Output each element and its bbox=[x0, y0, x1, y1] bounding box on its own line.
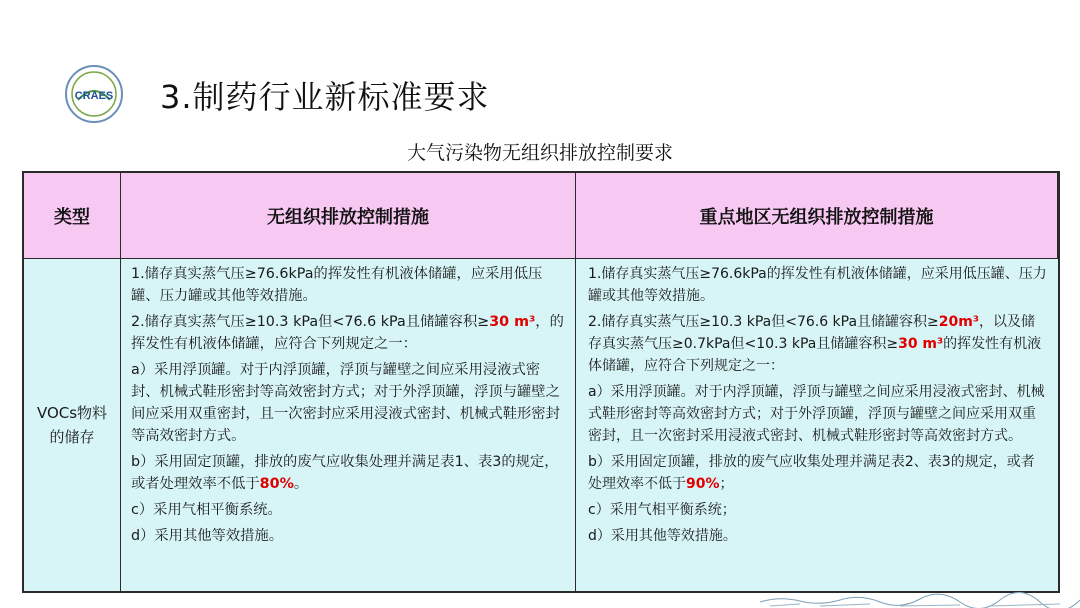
key-measure-option-c: c）采用气相平衡系统； bbox=[588, 502, 736, 518]
option-b-text: b）采用固定顶罐，排放的废气应收集处理并满足表1、表3的规定，或者处理效率不低于 bbox=[131, 454, 559, 492]
key-area-measures-cell bbox=[576, 259, 1058, 591]
key-measure-item-1: 1.储存真实蒸气压≥76.6kPa的挥发性有机液体储罐，应采用低压罐、压力罐或其他等效措施。 bbox=[588, 266, 1047, 304]
page-title: 3.制药行业新标准要求 bbox=[160, 78, 490, 116]
table-caption: 大气污染物无组织排放控制要求 bbox=[406, 142, 673, 164]
key-measure-item-2 bbox=[588, 311, 1048, 377]
volume-threshold-1: 20m³ bbox=[938, 314, 979, 330]
option-b-tail: 。 bbox=[293, 476, 309, 492]
craes-logo bbox=[64, 64, 124, 124]
efficiency-threshold: 80% bbox=[259, 476, 294, 492]
decorative-landscape bbox=[760, 592, 1080, 608]
measure-item-1: 1.储存真实蒸气压≥76.6kPa的挥发性有机液体储罐，应采用低压罐、压力罐或其他等效措施。 bbox=[131, 266, 543, 304]
key-item-2-tail: 的挥发性有机液体储罐，应符合下列规定之一： bbox=[588, 336, 1042, 374]
measure-item-2-tail: ，的挥发性有机液体储罐，应符合下列规定之一： bbox=[131, 314, 564, 352]
emission-control-table bbox=[22, 171, 1060, 593]
measure-option-a: a）采用浮顶罐。对于内浮顶罐，浮顶与罐壁之间应采用浸液式密封、机械式鞋形密封等高效密封方式；对于外浮顶罐，浮顶与罐壁之间应采用双重密封，且一次密封应采用浸液式密封、机械式鞋形密封等高效密封方式。 bbox=[131, 362, 560, 444]
measure-item-2-text: 2.储存真实蒸气压≥10.3 kPa但<76.6 kPa且储罐容积≥ bbox=[131, 314, 490, 330]
key-efficiency-threshold: 90% bbox=[686, 476, 720, 492]
measures-cell bbox=[121, 259, 576, 591]
key-item-2-text: 2.储存真实蒸气压≥10.3 kPa但<76.6 kPa且储罐容积≥ bbox=[588, 314, 939, 330]
volume-threshold-2: 30 m³ bbox=[898, 336, 944, 352]
key-measure-option-d: d）采用其他等效措施。 bbox=[588, 528, 737, 544]
key-item-2-mid: ，以及储存真实蒸气压≥0.7kPa但<10.3 kPa且储罐容积≥ bbox=[588, 314, 1035, 352]
header-key-area-measures: 重点地区无组织排放控制措施 bbox=[576, 173, 1058, 259]
type-cell: VOCs物料的储存 bbox=[24, 259, 121, 591]
header-type: 类型 bbox=[24, 173, 121, 259]
measure-item-2 bbox=[131, 311, 565, 355]
measure-option-c: c）采用气相平衡系统。 bbox=[131, 502, 282, 518]
measure-option-b bbox=[131, 451, 565, 495]
key-measure-option-b bbox=[588, 451, 1048, 495]
key-option-b-tail: ； bbox=[719, 476, 734, 492]
key-measure-option-a: a）采用浮顶罐。对于内浮顶罐，浮顶与罐壁之间应采用浸液式密封、机械式鞋形密封等高效密封方式；对于外浮顶罐，浮顶与罐壁之间应采用双重密封，且一次密封采用浸液式密封、机械式鞋形密封等高效密封方式。 bbox=[588, 384, 1045, 444]
key-option-b-text: b）采用固定顶罐，排放的废气应收集处理并满足表2、表3的规定，或者处理效率不低于 bbox=[588, 454, 1035, 492]
volume-threshold: 30 m³ bbox=[489, 314, 536, 330]
measure-option-d: d）采用其他等效措施。 bbox=[131, 528, 284, 544]
logo-text: CRAES bbox=[74, 90, 114, 102]
header-measures: 无组织排放控制措施 bbox=[121, 173, 576, 259]
